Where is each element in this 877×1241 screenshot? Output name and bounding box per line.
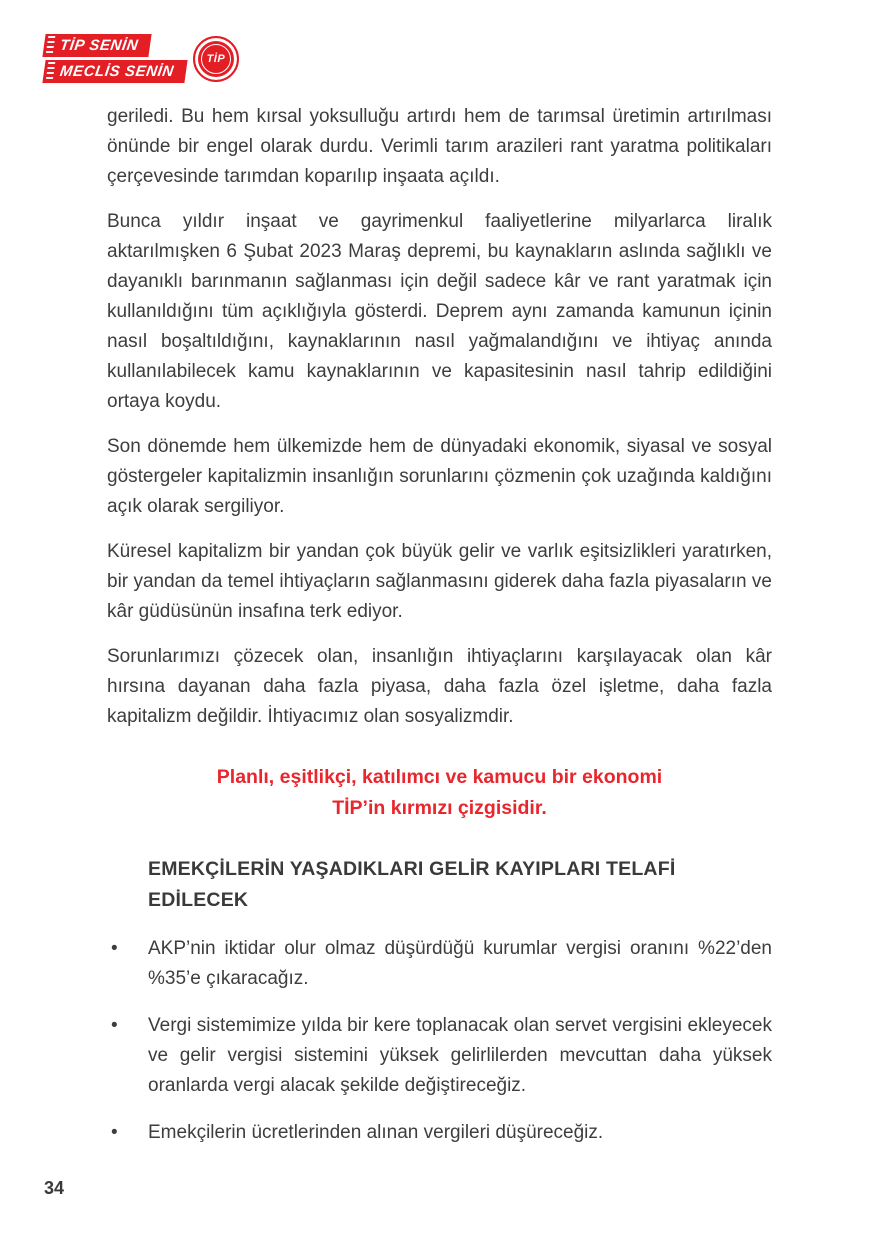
section-heading: EMEKÇİLERİN YAŞADIKLARI GELİR KAYIPLARI TELAFİ EDİLECEK xyxy=(148,858,676,911)
bullet-item: • AKP’nin iktidar olur olmaz düşürdüğü kurumlar vergisi oranını %22’den %35’e çıkaracağız. xyxy=(107,934,772,994)
red-slogan-line-2: TİP’in kırmızı çizgisidir. xyxy=(332,797,547,819)
logo-banners xyxy=(44,34,186,83)
red-slogan-heading xyxy=(107,762,772,824)
body-paragraph: Sorunlarımızı çözecek olan, insanlığın ihtiyaçlarını karşılayacak olan kâr hırsına dayanan daha fazla piyasa, daha fazla özel işletme, daha fazla kapitalizm değildir. İhtiyacımız olan sosyalizmdir. xyxy=(107,646,772,727)
tip-emblem-icon xyxy=(193,36,239,82)
body-paragraph: Küresel kapitalizm bir yandan çok büyük gelir ve varlık eşitsizlikleri yaratırken, bir yandan da temel ihtiyaçların sağlanmasını giderek daha fazla piyasaların ve kâr güdüsünün insafına terk ediyor. xyxy=(107,541,772,622)
body-paragraph: geriledi. Bu hem kırsal yoksulluğu artırdı hem de tarımsal üretimin artırılması önünde bir engel olarak durdu. Verimli tarım arazileri rant yaratma politikaları çerçevesinde tarımdan koparılıp inşaata açıldı. xyxy=(107,106,772,187)
logo-banner-bottom xyxy=(42,60,187,83)
page-content xyxy=(107,102,772,1165)
page-number: 34 xyxy=(44,1178,65,1198)
red-slogan-line-1: Planlı, eşitlikçi, katılımcı ve kamucu bir ekonomi xyxy=(216,766,663,788)
logo-banner-top xyxy=(42,34,151,57)
bullet-item: • Vergi sistemimize yılda bir kere toplanacak olan servet vergisini ekleyecek ve gelir vergisi sistemini yüksek gelirlilerden mevcuttan daha yüksek oranlarda vergi alacak şekilde değiştireceğiz. xyxy=(107,1011,772,1101)
tip-emblem-label: TİP xyxy=(201,44,231,74)
party-logo xyxy=(44,34,239,83)
logo-banner-bottom-label: MECLİS SENİN xyxy=(58,63,176,80)
logo-banner-top-label: TİP SENİN xyxy=(58,37,140,54)
bullet-list xyxy=(107,934,772,1148)
body-paragraph: Son dönemde hem ülkemizde hem de dünyadaki ekonomik, siyasal ve sosyal göstergeler kapitalizmin insanlığın sorunlarını çözmenin çok uzağında kaldığını açık olarak sergiliyor. xyxy=(107,436,772,517)
bullet-item: • Emekçilerin ücretlerinden alınan vergileri düşüreceğiz. xyxy=(107,1118,772,1148)
body-paragraph: Bunca yıldır inşaat ve gayrimenkul faaliyetlerine milyarlarca liralık aktarılmışken 6 Şubat 2023 Maraş depremi, bu kaynakların aslında sağlıklı ve dayanıklı barınmanın sağlanması için değil sadece kâr ve rant yaratmak için kullanıldığını tüm açıklığıyla gösterdi. Deprem aynı zamanda kamunun içinin nasıl boşaltıldığını, kaynaklarının nasıl yağmalandığını ve ihtiyaç anında kullanılabilecek kamu kaynaklarının ve kapasitesinin nasıl tahrip edildiğini ortaya koydu. xyxy=(107,211,772,412)
